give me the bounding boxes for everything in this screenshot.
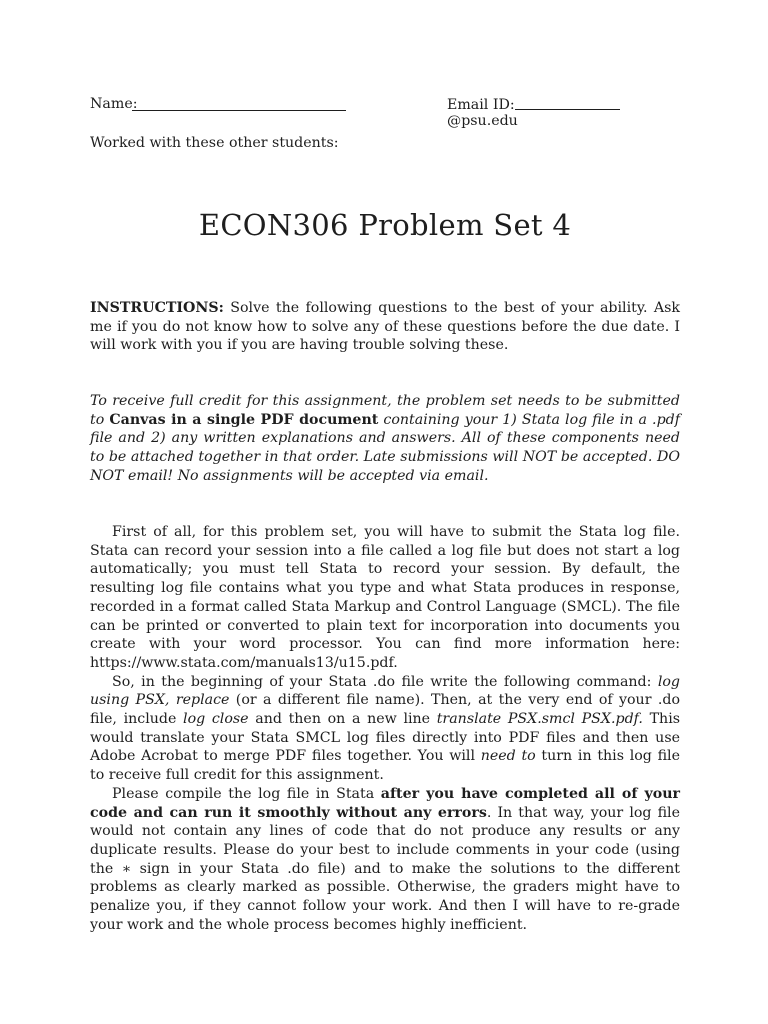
email-domain: @psu.edu	[447, 113, 518, 129]
email-field	[447, 96, 680, 129]
name-label: Name:	[90, 96, 138, 112]
instructions-text: Solve the following questions to the best of your ability. Ask me if you do not know how to solve any of these questions before the due date. I will work with you if you are having trouble solving these.	[90, 300, 680, 354]
worked-with-label: Worked with these other students:	[90, 135, 339, 151]
submission-bold: Canvas in a single PDF document	[109, 411, 379, 428]
body-p3-text-a: Please compile the log file in Stata	[112, 785, 381, 802]
body-p2-cmd-log-close: log close	[183, 711, 249, 728]
body-p2-text-d: This would translate your Stata SMCL log files directly into PDF files and then use Adobe Acrobat to merge PDF files together. You will	[90, 711, 681, 765]
submission-paragraph	[90, 392, 680, 486]
body-p2-text-b: (or a different file name). Then, at the very end of your .do file, include	[90, 692, 680, 728]
body-p3-text-b: . In that way, your log file would not contain any lines of code that do not produce any results or any duplicate results. Please do your best to include comments in your code (using the ∗ sign in your Stata .do file) and to make the solutions to the different problems as clearly marked as possible. Otherwise, the graders might have to penalize you, if they cannot follow your work. And then I will have to re-grade your work and the whole process becomes highly inefficient.	[90, 804, 680, 933]
name-field-line	[132, 110, 346, 111]
body-text	[90, 523, 680, 934]
submission-text-1: To receive full credit for this assignment, the problem set needs to be submitted to	[90, 393, 680, 428]
body-p2-text-a: So, in the beginning of your Stata .do file write the following command:	[112, 673, 658, 690]
email-label: Email ID:	[447, 97, 515, 113]
body-paragraph-1: First of all, for this problem set, you will have to submit the Stata log file. Stata can record your session into a file called a log file but does not start a log automatically; you must tell Stata to record your session. By default, the resulting log file contains what you type and what Stata produces in response, recorded in a format called Stata Markup and Control Language (SMCL). The file can be printed or converted to plain text for incorporation into documents you create with your word processor. You can find more information here: https://www.stata.com/manuals13/u15.pdf.	[90, 524, 680, 671]
body-p2-emphasis: need to	[480, 748, 536, 765]
instructions-label: INSTRUCTIONS:	[90, 300, 224, 316]
email-field-line	[515, 96, 620, 110]
body-p2-text-e: turn in this log file to receive full credit for this assignment.	[90, 748, 680, 784]
submission-text-2: containing your 1) Stata log file in a .pdf file and 2) any written explanations and answers. All of these components need to be attached together in that order. Late submissions will NOT be accepted. DO NOT email! No assignments will be accepted via email.	[90, 411, 680, 484]
body-paragraph-3	[90, 785, 680, 935]
body-p2-cmd-log-using: log using PSX, replace	[90, 673, 680, 709]
instructions-paragraph	[90, 299, 680, 355]
body-p2-text-c: and then on a new line	[248, 711, 437, 728]
body-p3-bold: after you have completed all of your code and can run it smoothly without any errors	[90, 785, 680, 821]
page-title: ECON306 Problem Set 4	[198, 208, 572, 242]
body-paragraph-2	[90, 673, 680, 785]
body-p2-cmd-translate: translate PSX.smcl PSX.pdf.	[436, 711, 643, 728]
